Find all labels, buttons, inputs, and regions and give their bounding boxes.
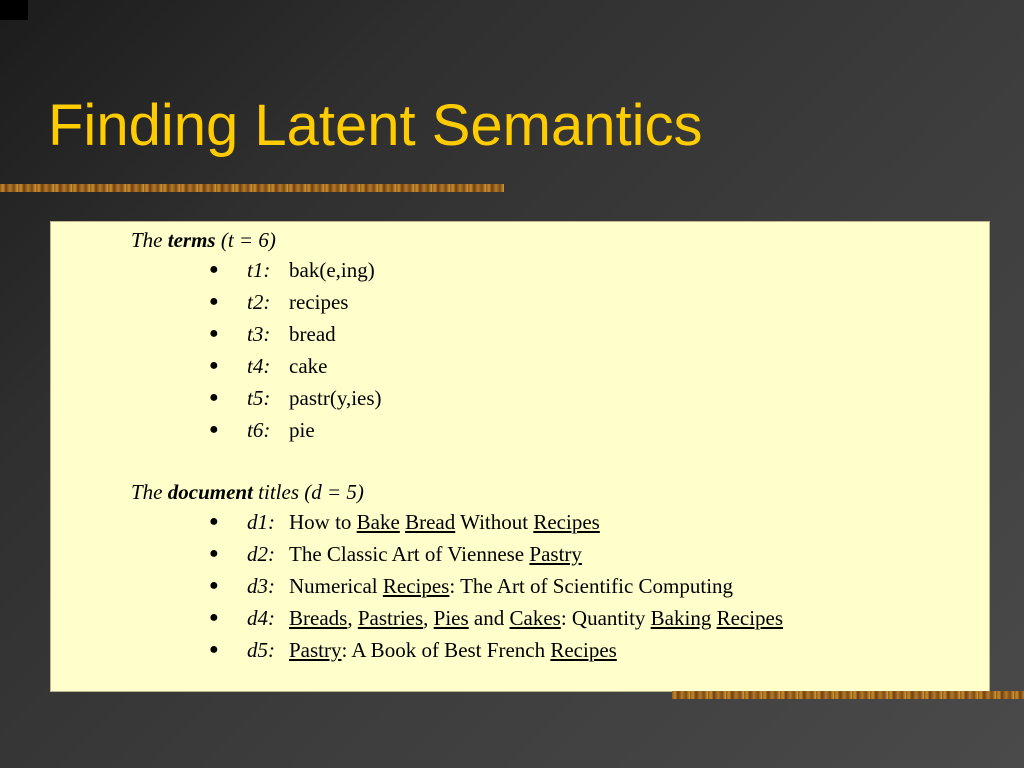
documents-heading-keyword: document bbox=[167, 480, 253, 504]
indexed-term: Recipes bbox=[550, 638, 617, 662]
bullet-icon: ● bbox=[209, 641, 219, 658]
indexed-term: Recipes bbox=[533, 510, 600, 534]
document-title bbox=[289, 572, 733, 600]
indexed-term: Bake bbox=[356, 510, 400, 534]
terms-heading-suffix: (t = 6) bbox=[220, 228, 276, 252]
document-title bbox=[289, 540, 582, 568]
document-item-label: d1: bbox=[247, 510, 275, 534]
bullet-icon: ● bbox=[209, 545, 219, 562]
title-text: Numerical bbox=[289, 574, 383, 598]
title-text: , bbox=[347, 606, 358, 630]
title-text: The Classic Art of Viennese bbox=[289, 542, 530, 566]
indexed-term: Pastry bbox=[529, 542, 582, 566]
term-text: pastr(y,ies) bbox=[289, 386, 382, 410]
document-item-label: d5: bbox=[247, 638, 275, 662]
term-item-label: t1: bbox=[247, 258, 271, 282]
bottom-accent-rule bbox=[672, 691, 1024, 699]
document-title bbox=[289, 636, 617, 664]
term-text: cake bbox=[289, 354, 328, 378]
title-text: How to bbox=[289, 510, 357, 534]
term-text: bread bbox=[289, 322, 336, 346]
indexed-term: Breads bbox=[289, 606, 348, 630]
indexed-term: Pies bbox=[433, 606, 469, 630]
terms-heading-prefix: The bbox=[131, 228, 163, 252]
title-text: : Quantity bbox=[560, 606, 651, 630]
indexed-term: Recipes bbox=[716, 606, 784, 630]
term-text: pie bbox=[289, 418, 315, 442]
document-item-label: d3: bbox=[247, 574, 275, 598]
indexed-term: Baking bbox=[650, 606, 712, 630]
term-text: recipes bbox=[289, 290, 349, 314]
document-item-label: d2: bbox=[247, 542, 275, 566]
bullet-icon: ● bbox=[209, 293, 219, 310]
title-text: Without bbox=[455, 510, 534, 534]
title-text: and bbox=[468, 606, 510, 630]
document-title bbox=[289, 508, 600, 536]
indexed-term: Pastry bbox=[289, 638, 342, 662]
title-text: : The Art of Scientific Computing bbox=[449, 574, 734, 598]
bullet-icon: ● bbox=[209, 513, 219, 530]
term-item-label: t2: bbox=[247, 290, 271, 314]
content-box bbox=[50, 221, 990, 692]
indexed-term: Pastries bbox=[357, 606, 424, 630]
corner-mark bbox=[0, 0, 28, 20]
bullet-icon: ● bbox=[209, 609, 219, 626]
bullet-icon: ● bbox=[209, 389, 219, 406]
slide-title: Finding Latent Semantics bbox=[48, 93, 703, 158]
bullet-icon: ● bbox=[209, 261, 219, 278]
indexed-term: Cakes bbox=[509, 606, 561, 630]
term-item-label: t4: bbox=[247, 354, 271, 378]
bullet-icon: ● bbox=[209, 577, 219, 594]
indexed-term: Recipes bbox=[382, 574, 450, 598]
documents-heading-suffix: titles (d = 5) bbox=[258, 480, 364, 504]
terms-heading bbox=[131, 228, 276, 252]
bullet-icon: ● bbox=[209, 421, 219, 438]
term-item-label: t6: bbox=[247, 418, 271, 442]
document-item-label: d4: bbox=[247, 606, 275, 630]
bullet-icon: ● bbox=[209, 325, 219, 342]
title-text: : A Book of Best French bbox=[341, 638, 551, 662]
title-text: , bbox=[423, 606, 434, 630]
indexed-term: Bread bbox=[405, 510, 456, 534]
term-item-label: t3: bbox=[247, 322, 271, 346]
document-title bbox=[289, 604, 783, 632]
documents-heading-prefix: The bbox=[131, 480, 163, 504]
title-underline-rule bbox=[0, 184, 504, 192]
terms-heading-keyword: terms bbox=[167, 228, 216, 252]
term-item-label: t5: bbox=[247, 386, 271, 410]
documents-heading bbox=[131, 480, 364, 504]
term-text: bak(e,ing) bbox=[289, 258, 375, 282]
bullet-icon: ● bbox=[209, 357, 219, 374]
